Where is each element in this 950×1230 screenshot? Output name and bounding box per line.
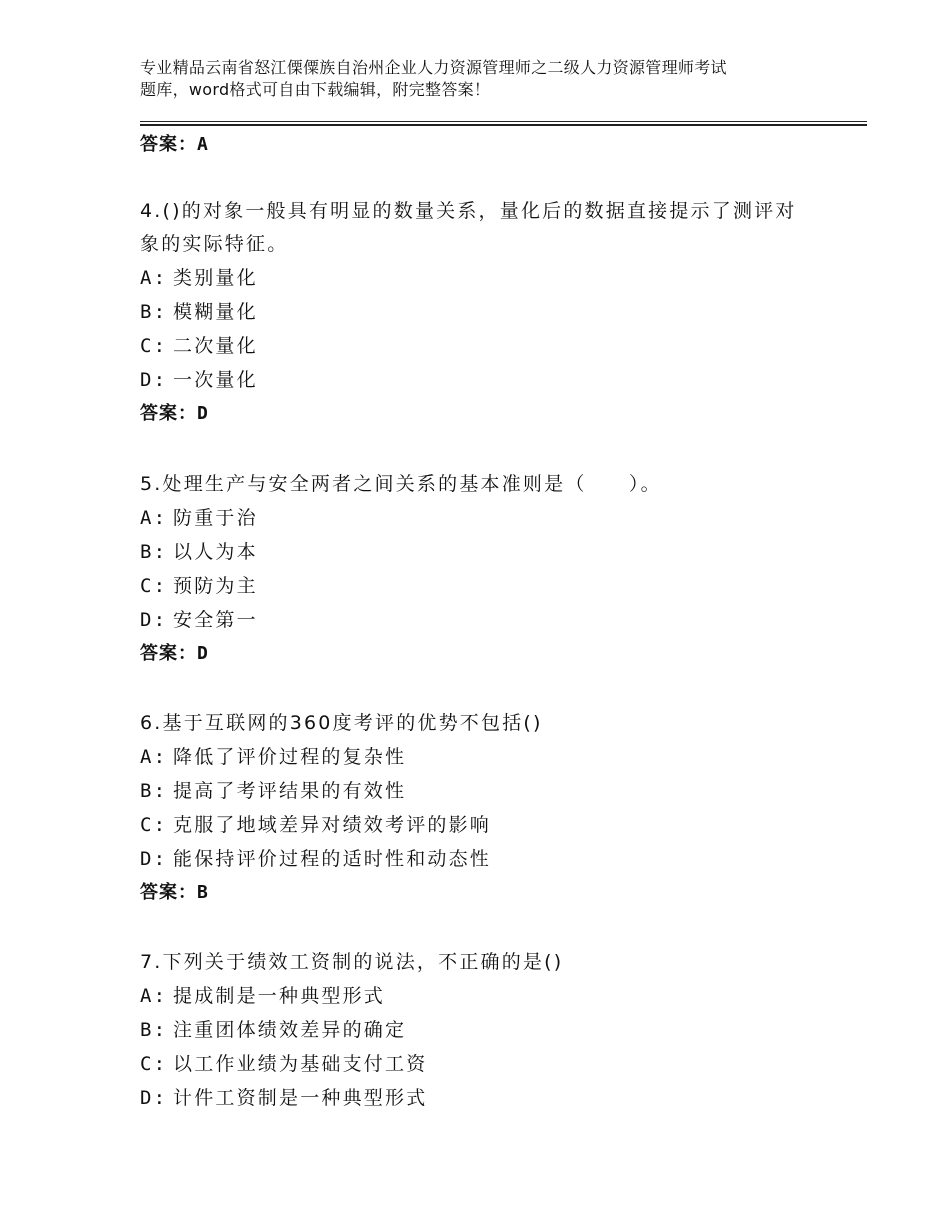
option-label: B:	[140, 301, 168, 323]
option-b	[140, 535, 820, 569]
option-text: 计件工资制是一种典型形式	[173, 1087, 428, 1109]
option-text: 注重团体绩效差异的确定	[173, 1019, 407, 1041]
answer-label: 答案：	[140, 134, 197, 155]
answer-label: 答案：	[140, 403, 197, 424]
option-label: A:	[140, 985, 168, 1007]
option-b	[140, 1013, 820, 1047]
option-text: 降低了评价过程的复杂性	[173, 746, 407, 768]
previous-answer	[140, 130, 209, 156]
option-d	[140, 1081, 820, 1115]
option-text: 能保持评价过程的适时性和动态性	[173, 848, 492, 870]
option-text: 安全第一	[173, 609, 258, 631]
option-label: A:	[140, 746, 168, 768]
option-a	[140, 261, 820, 295]
option-label: B:	[140, 1019, 168, 1041]
option-d	[140, 842, 820, 876]
option-label: A:	[140, 507, 168, 529]
option-d	[140, 363, 820, 397]
header-title-line-1: 专业精品云南省怒江傈僳族自治州企业人力资源管理师之二级人力资源管理师考试	[140, 58, 727, 77]
question-stem: 6.基于互联网的360度考评的优势不包括()	[140, 712, 543, 734]
option-text: 防重于治	[173, 507, 258, 529]
answer	[140, 876, 820, 910]
answer-value: D	[197, 403, 209, 424]
option-text: 以工作业绩为基础支付工资	[173, 1053, 428, 1075]
answer-value: D	[197, 643, 209, 664]
answer	[140, 397, 820, 431]
option-text: 类别量化	[173, 267, 258, 289]
option-c	[140, 1047, 820, 1081]
option-text: 模糊量化	[173, 301, 258, 323]
option-text: 以人为本	[173, 541, 258, 563]
option-label: A:	[140, 267, 168, 289]
option-label: D:	[140, 848, 168, 870]
option-b	[140, 295, 820, 329]
option-b	[140, 774, 820, 808]
option-a	[140, 501, 820, 535]
answer-label: 答案：	[140, 882, 197, 903]
option-c	[140, 329, 820, 363]
document-header	[140, 57, 840, 101]
option-label: B:	[140, 780, 168, 802]
option-label: C:	[140, 1053, 168, 1075]
question-7	[140, 946, 820, 1115]
option-text: 克服了地域差异对绩效考评的影响	[173, 814, 492, 836]
option-text: 一次量化	[173, 369, 258, 391]
option-label: D:	[140, 609, 168, 631]
option-label: D:	[140, 369, 168, 391]
header-divider	[140, 121, 867, 126]
option-c	[140, 808, 820, 842]
option-label: C:	[140, 814, 168, 836]
option-a	[140, 979, 820, 1013]
answer-value: B	[197, 882, 209, 903]
option-label: C:	[140, 335, 168, 357]
answer	[140, 637, 820, 671]
question-5	[140, 468, 820, 671]
header-title-line-2: 题库，word格式可自由下载编辑，附完整答案！	[140, 80, 491, 99]
answer-label: 答案：	[140, 643, 197, 664]
question-6	[140, 707, 820, 910]
question-4	[140, 195, 820, 431]
option-text: 提成制是一种典型形式	[173, 985, 386, 1007]
option-d	[140, 603, 820, 637]
option-text: 预防为主	[173, 575, 258, 597]
option-label: C:	[140, 575, 168, 597]
option-a	[140, 740, 820, 774]
answer-value: A	[197, 134, 209, 155]
option-text: 二次量化	[173, 335, 258, 357]
question-stem: 5.处理生产与安全两者之间关系的基本准则是（ ）。	[140, 473, 662, 495]
question-stem: 4.()的对象一般具有明显的数量关系，量化后的数据直接提示了测评对象的实际特征。	[140, 200, 797, 255]
option-c	[140, 569, 820, 603]
option-text: 提高了考评结果的有效性	[173, 780, 407, 802]
option-label: D:	[140, 1087, 168, 1109]
question-stem: 7.下列关于绩效工资制的说法，不正确的是()	[140, 951, 564, 973]
option-label: B:	[140, 541, 168, 563]
